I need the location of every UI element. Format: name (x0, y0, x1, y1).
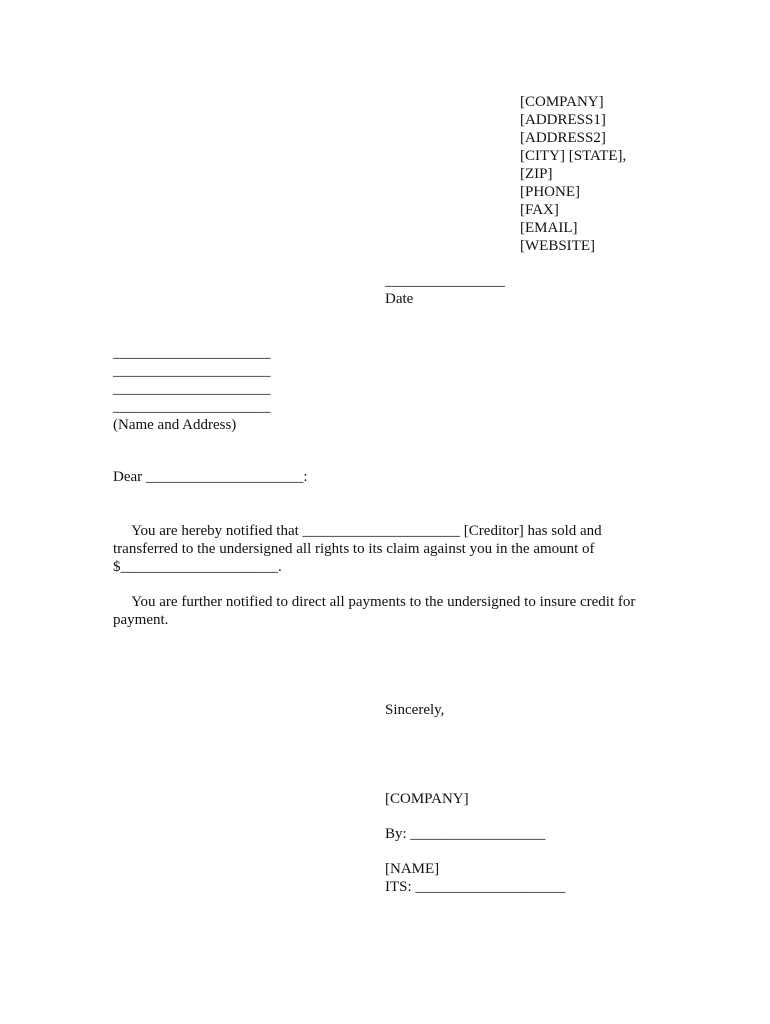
recipient-blank-line: _____________________ (113, 381, 271, 397)
letterhead-phone: [PHONE] (520, 184, 580, 200)
closing-sincerely-block (385, 701, 444, 719)
closing-name-block (385, 860, 565, 896)
closing-sincerely: Sincerely, (385, 702, 445, 718)
paragraph-line: transferred to the undersigned all rights to its claim against you in the amount of (113, 541, 595, 557)
date-blank: ________________ (385, 273, 505, 289)
letterhead (520, 93, 626, 255)
recipient-blank-line: _____________________ (113, 399, 271, 415)
letterhead-zip: [ZIP] (520, 166, 553, 182)
recipient-label: (Name and Address) (113, 417, 237, 433)
signer-title-line: ITS: ____________________ (385, 879, 566, 895)
closing-company-block (385, 790, 469, 808)
signer-name: [NAME] (385, 861, 440, 877)
letterhead-fax: [FAX] (520, 202, 559, 218)
recipient-blank-line: _____________________ (113, 345, 271, 361)
paragraph-line: You are further notified to direct all payments to the undersigned to insure credit for (113, 594, 636, 610)
date-block (385, 272, 505, 308)
letterhead-address1: [ADDRESS1] (520, 112, 606, 128)
recipient-blank-line: _____________________ (113, 363, 271, 379)
payment-paragraph (113, 593, 653, 629)
paragraph-line: You are hereby notified that _____________________ [Creditor] has sold and (113, 523, 602, 539)
salutation-block (113, 468, 308, 486)
notification-paragraph (113, 522, 653, 576)
paragraph-line: $_____________________. (113, 559, 282, 575)
date-label: Date (385, 291, 414, 307)
recipient-block (113, 344, 271, 434)
letterhead-website: [WEBSITE] (520, 238, 595, 254)
closing-company: [COMPANY] (385, 791, 469, 807)
salutation: Dear _____________________: (113, 469, 308, 485)
closing-by-block (385, 825, 545, 843)
letterhead-address2: [ADDRESS2] (520, 130, 606, 146)
paragraph-line: payment. (113, 612, 169, 628)
signature-by-line: By: __________________ (385, 826, 546, 842)
letterhead-company: [COMPANY] (520, 94, 604, 110)
letterhead-city-state: [CITY] [STATE], (520, 148, 627, 164)
letterhead-email: [EMAIL] (520, 220, 578, 236)
